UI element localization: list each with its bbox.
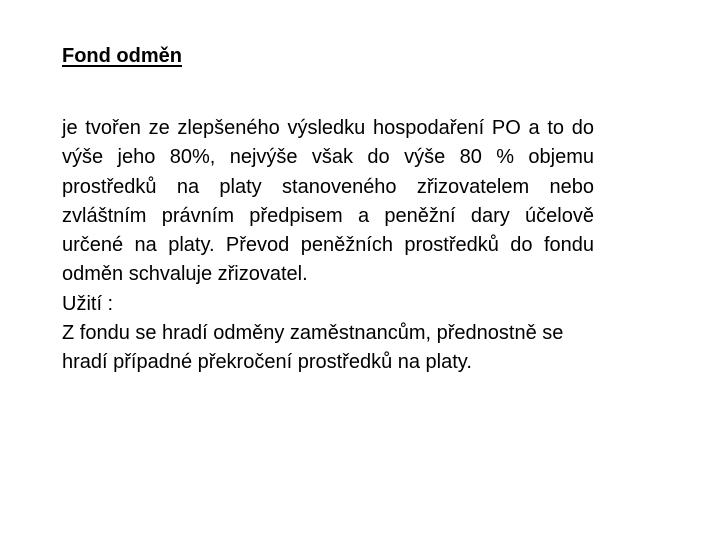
paragraph-usage-heading: Užití :	[62, 292, 114, 315]
body-text	[62, 114, 594, 378]
paragraph-definition: je tvořen ze zlepšeného výsledku hospodaření PO a to do výše jeho 80%, nejvýše však do výše 80 % objemu prostředků na platy stanoveného zřizovatelem nebo zvláštním právním předpisem a peněžní dary účelově určené na platy. Převod peněžních prostředků do fondu odměn schvaluje zřizovatel.	[62, 117, 594, 286]
page-title: Fond odměn	[62, 45, 182, 67]
paragraph-usage: Z fondu se hradí odměny zaměstnancům, přednostně se hradí případné překročení prostředků na platy.	[62, 322, 564, 374]
